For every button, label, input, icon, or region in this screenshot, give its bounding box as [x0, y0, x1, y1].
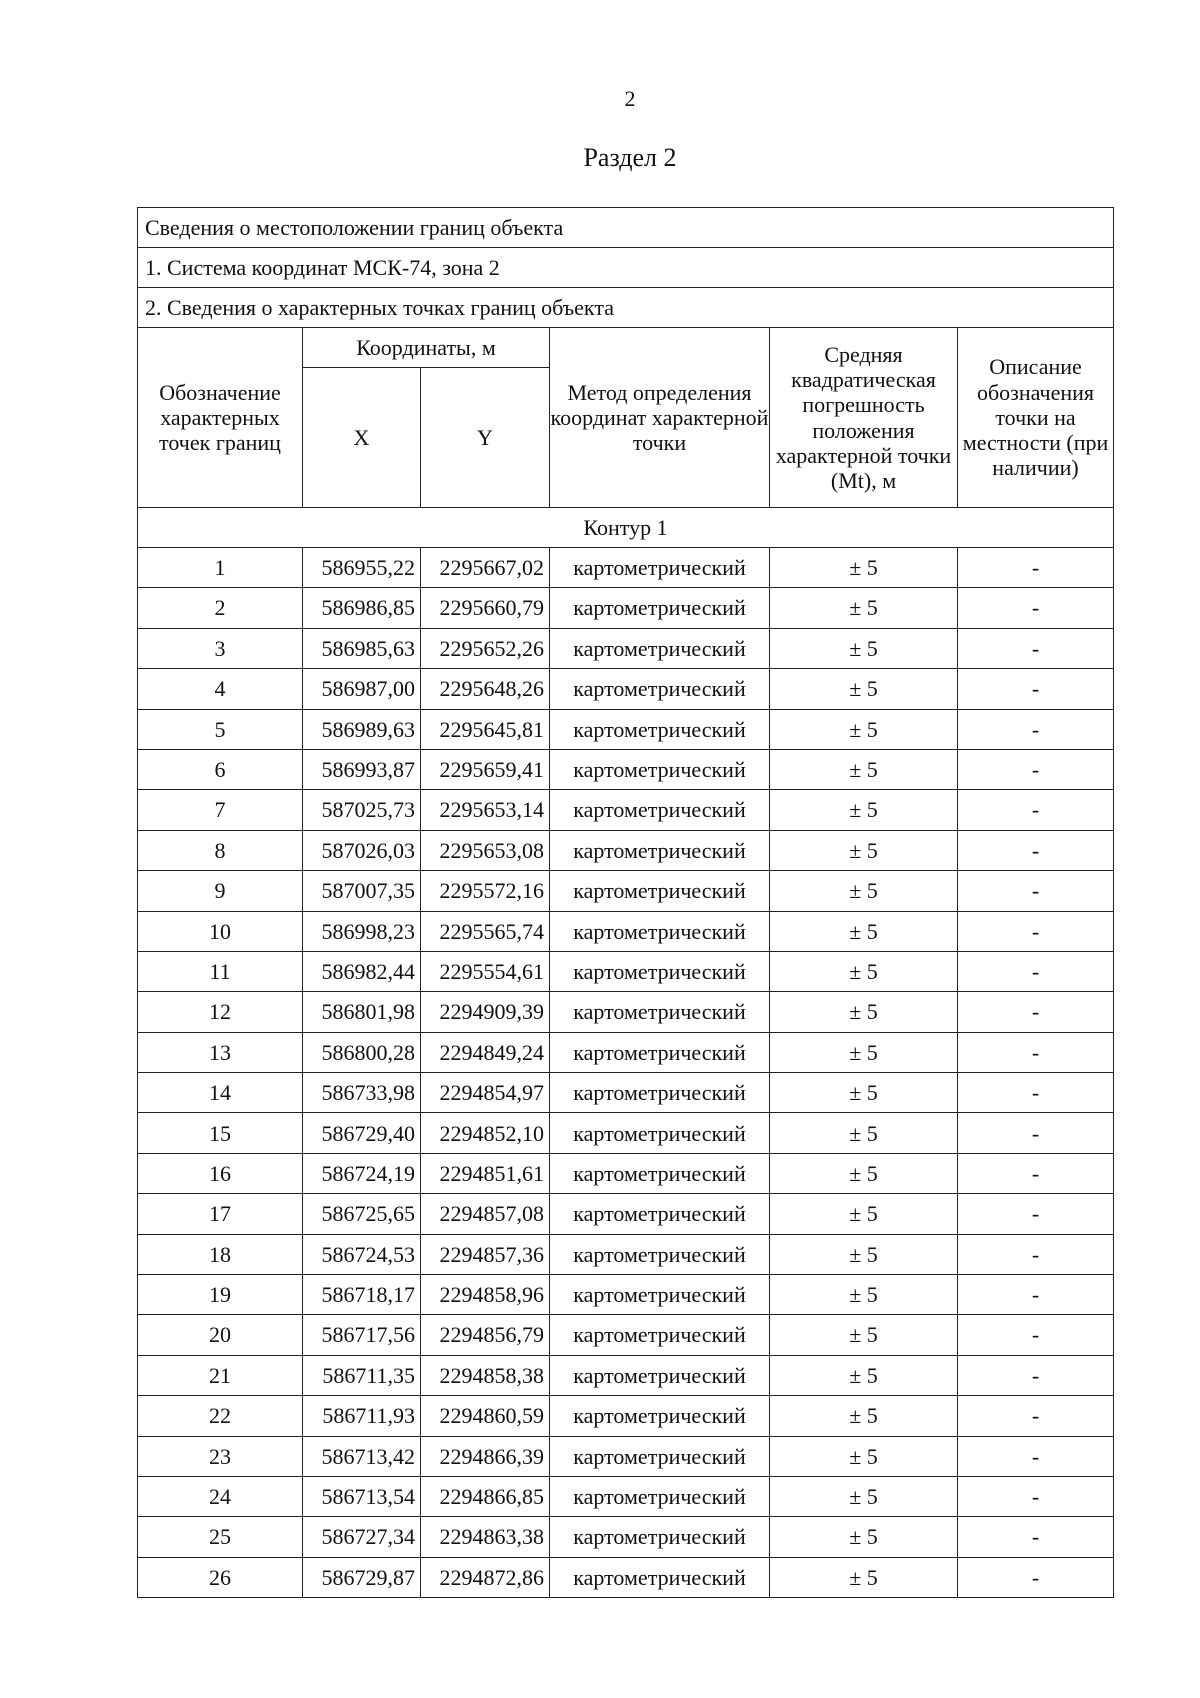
coord-system: 1. Система координат МСК-74, зона 2	[138, 248, 1114, 288]
y-coord-cell: 2295667,02	[421, 548, 550, 588]
x-coord-cell: 586717,56	[303, 1315, 421, 1355]
point-number-cell: 9	[138, 871, 303, 911]
point-number-cell: 15	[138, 1113, 303, 1153]
table-row	[138, 1436, 1114, 1476]
point-number-cell: 13	[138, 1032, 303, 1072]
y-coord-cell: 2294854,97	[421, 1073, 550, 1113]
method-cell: картометрический	[550, 749, 770, 789]
table-row	[138, 1275, 1114, 1315]
description-cell: -	[958, 1073, 1114, 1113]
method-cell: картометрический	[550, 1436, 770, 1476]
header-description: Описание обозначения точки на местности (при наличии)	[958, 328, 1114, 508]
point-number-cell: 12	[138, 992, 303, 1032]
description-cell: -	[958, 628, 1114, 668]
description-cell: -	[958, 911, 1114, 951]
method-cell: картометрический	[550, 1557, 770, 1597]
description-cell: -	[958, 830, 1114, 870]
table-caption-row	[138, 208, 1114, 248]
accuracy-cell: ± 5	[770, 1153, 958, 1193]
x-coord-cell: 586713,54	[303, 1476, 421, 1516]
method-cell: картометрический	[550, 830, 770, 870]
accuracy-cell: ± 5	[770, 628, 958, 668]
table-row	[138, 709, 1114, 749]
table-row	[138, 911, 1114, 951]
y-coord-cell: 2294872,86	[421, 1557, 550, 1597]
point-number-cell: 4	[138, 669, 303, 709]
accuracy-cell: ± 5	[770, 871, 958, 911]
method-cell: картометрический	[550, 992, 770, 1032]
table-row	[138, 1557, 1114, 1597]
method-cell: картометрический	[550, 871, 770, 911]
table-row	[138, 992, 1114, 1032]
accuracy-cell: ± 5	[770, 588, 958, 628]
x-coord-cell: 587007,35	[303, 871, 421, 911]
accuracy-cell: ± 5	[770, 1436, 958, 1476]
description-cell: -	[958, 548, 1114, 588]
y-coord-cell: 2295554,61	[421, 951, 550, 991]
page-number: 2	[624, 86, 636, 111]
header-x: X	[303, 368, 421, 508]
method-cell: картометрический	[550, 1194, 770, 1234]
x-coord-cell: 586713,42	[303, 1436, 421, 1476]
table-row	[138, 1153, 1114, 1193]
point-number-cell: 18	[138, 1234, 303, 1274]
point-number-cell: 6	[138, 749, 303, 789]
method-cell: картометрический	[550, 1355, 770, 1395]
description-cell: -	[958, 1315, 1114, 1355]
accuracy-cell: ± 5	[770, 1476, 958, 1516]
point-number-cell: 5	[138, 709, 303, 749]
x-coord-cell: 586724,53	[303, 1234, 421, 1274]
accuracy-cell: ± 5	[770, 1517, 958, 1557]
description-cell: -	[958, 1436, 1114, 1476]
contour-row	[138, 508, 1114, 548]
x-coord-cell: 587026,03	[303, 830, 421, 870]
method-cell: картометрический	[550, 1073, 770, 1113]
description-cell: -	[958, 1032, 1114, 1072]
method-cell: картометрический	[550, 1234, 770, 1274]
table-row	[138, 1113, 1114, 1153]
x-coord-cell: 586729,87	[303, 1557, 421, 1597]
method-cell: картометрический	[550, 628, 770, 668]
method-cell: картометрический	[550, 1315, 770, 1355]
x-coord-cell: 587025,73	[303, 790, 421, 830]
table-row	[138, 1355, 1114, 1395]
point-number-cell: 25	[138, 1517, 303, 1557]
x-coord-cell: 586729,40	[303, 1113, 421, 1153]
description-cell: -	[958, 1194, 1114, 1234]
table-row	[138, 1315, 1114, 1355]
table-row	[138, 1476, 1114, 1516]
table-row	[138, 749, 1114, 789]
method-cell: картометрический	[550, 1396, 770, 1436]
points-title-row	[138, 288, 1114, 328]
description-cell: -	[958, 1113, 1114, 1153]
description-cell: -	[958, 669, 1114, 709]
table-row	[138, 548, 1114, 588]
table-row	[138, 1517, 1114, 1557]
table-row	[138, 1194, 1114, 1234]
x-coord-cell: 586711,93	[303, 1396, 421, 1436]
description-cell: -	[958, 1476, 1114, 1516]
header-row-1	[138, 328, 1114, 368]
points-title: 2. Сведения о характерных точках границ объекта	[138, 288, 1114, 328]
method-cell: картометрический	[550, 1476, 770, 1516]
x-coord-cell: 586989,63	[303, 709, 421, 749]
y-coord-cell: 2294852,10	[421, 1113, 550, 1153]
y-coord-cell: 2294851,61	[421, 1153, 550, 1193]
x-coord-cell: 586711,35	[303, 1355, 421, 1395]
y-coord-cell: 2295653,08	[421, 830, 550, 870]
description-cell: -	[958, 1153, 1114, 1193]
x-coord-cell: 586985,63	[303, 628, 421, 668]
y-coord-cell: 2295645,81	[421, 709, 550, 749]
accuracy-cell: ± 5	[770, 1234, 958, 1274]
accuracy-cell: ± 5	[770, 911, 958, 951]
y-coord-cell: 2294857,36	[421, 1234, 550, 1274]
y-coord-cell: 2295660,79	[421, 588, 550, 628]
accuracy-cell: ± 5	[770, 830, 958, 870]
accuracy-cell: ± 5	[770, 1396, 958, 1436]
description-cell: -	[958, 1396, 1114, 1436]
header-coords: Координаты, м	[303, 328, 550, 368]
description-cell: -	[958, 749, 1114, 789]
y-coord-cell: 2295565,74	[421, 911, 550, 951]
point-number-cell: 7	[138, 790, 303, 830]
point-number-cell: 3	[138, 628, 303, 668]
description-cell: -	[958, 790, 1114, 830]
table-row	[138, 951, 1114, 991]
header-point-id: Обозначение характерных точек границ	[138, 328, 303, 508]
accuracy-cell: ± 5	[770, 669, 958, 709]
table-row	[138, 588, 1114, 628]
description-cell: -	[958, 588, 1114, 628]
accuracy-cell: ± 5	[770, 1557, 958, 1597]
y-coord-cell: 2295652,26	[421, 628, 550, 668]
point-number-cell: 11	[138, 951, 303, 991]
description-cell: -	[958, 1275, 1114, 1315]
x-coord-cell: 586718,17	[303, 1275, 421, 1315]
method-cell: картометрический	[550, 548, 770, 588]
point-number-cell: 17	[138, 1194, 303, 1234]
section-title: Раздел 2	[583, 143, 677, 172]
table-row	[138, 1073, 1114, 1113]
table-row	[138, 1234, 1114, 1274]
table-row	[138, 871, 1114, 911]
x-coord-cell: 586998,23	[303, 911, 421, 951]
y-coord-cell: 2294909,39	[421, 992, 550, 1032]
point-number-cell: 24	[138, 1476, 303, 1516]
y-coord-cell: 2294849,24	[421, 1032, 550, 1072]
point-number-cell: 19	[138, 1275, 303, 1315]
table-row	[138, 790, 1114, 830]
method-cell: картометрический	[550, 1275, 770, 1315]
accuracy-cell: ± 5	[770, 1032, 958, 1072]
description-cell: -	[958, 1234, 1114, 1274]
method-cell: картометрический	[550, 1153, 770, 1193]
x-coord-cell: 586727,34	[303, 1517, 421, 1557]
y-coord-cell: 2295648,26	[421, 669, 550, 709]
contour-label: Контур 1	[138, 508, 1114, 548]
method-cell: картометрический	[550, 1032, 770, 1072]
accuracy-cell: ± 5	[770, 1315, 958, 1355]
y-coord-cell: 2295653,14	[421, 790, 550, 830]
coord-system-row	[138, 248, 1114, 288]
y-coord-cell: 2294858,38	[421, 1355, 550, 1395]
point-number-cell: 1	[138, 548, 303, 588]
y-coord-cell: 2294863,38	[421, 1517, 550, 1557]
point-number-cell: 2	[138, 588, 303, 628]
accuracy-cell: ± 5	[770, 1113, 958, 1153]
point-number-cell: 22	[138, 1396, 303, 1436]
description-cell: -	[958, 951, 1114, 991]
method-cell: картометрический	[550, 951, 770, 991]
y-coord-cell: 2295572,16	[421, 871, 550, 911]
table-row	[138, 628, 1114, 668]
point-number-cell: 23	[138, 1436, 303, 1476]
method-cell: картометрический	[550, 588, 770, 628]
y-coord-cell: 2294860,59	[421, 1396, 550, 1436]
x-coord-cell: 586982,44	[303, 951, 421, 991]
y-coord-cell: 2294866,85	[421, 1476, 550, 1516]
point-number-cell: 21	[138, 1355, 303, 1395]
accuracy-cell: ± 5	[770, 1355, 958, 1395]
method-cell: картометрический	[550, 790, 770, 830]
method-cell: картометрический	[550, 1113, 770, 1153]
accuracy-cell: ± 5	[770, 992, 958, 1032]
method-cell: картометрический	[550, 1517, 770, 1557]
accuracy-cell: ± 5	[770, 1275, 958, 1315]
point-number-cell: 20	[138, 1315, 303, 1355]
point-number-cell: 14	[138, 1073, 303, 1113]
table-row	[138, 669, 1114, 709]
coordinates-table	[137, 207, 1114, 1598]
point-number-cell: 16	[138, 1153, 303, 1193]
method-cell: картометрический	[550, 669, 770, 709]
description-cell: -	[958, 1355, 1114, 1395]
x-coord-cell: 586993,87	[303, 749, 421, 789]
x-coord-cell: 586955,22	[303, 548, 421, 588]
y-coord-cell: 2294866,39	[421, 1436, 550, 1476]
y-coord-cell: 2295659,41	[421, 749, 550, 789]
header-method: Метод определения координат характерной точки	[550, 328, 770, 508]
y-coord-cell: 2294857,08	[421, 1194, 550, 1234]
description-cell: -	[958, 1517, 1114, 1557]
accuracy-cell: ± 5	[770, 709, 958, 749]
point-number-cell: 10	[138, 911, 303, 951]
accuracy-cell: ± 5	[770, 1194, 958, 1234]
accuracy-cell: ± 5	[770, 548, 958, 588]
point-number-cell: 26	[138, 1557, 303, 1597]
description-cell: -	[958, 871, 1114, 911]
description-cell: -	[958, 1557, 1114, 1597]
table-caption: Сведения о местоположении границ объекта	[138, 208, 1114, 248]
accuracy-cell: ± 5	[770, 790, 958, 830]
x-coord-cell: 586733,98	[303, 1073, 421, 1113]
table-row	[138, 1396, 1114, 1436]
accuracy-cell: ± 5	[770, 749, 958, 789]
accuracy-cell: ± 5	[770, 951, 958, 991]
table-row	[138, 830, 1114, 870]
header-accuracy: Средняя квадратическая погрешность положения характерной точки (Mt), м	[770, 328, 958, 508]
x-coord-cell: 586800,28	[303, 1032, 421, 1072]
table-row	[138, 1032, 1114, 1072]
description-cell: -	[958, 992, 1114, 1032]
x-coord-cell: 586987,00	[303, 669, 421, 709]
x-coord-cell: 586725,65	[303, 1194, 421, 1234]
point-number-cell: 8	[138, 830, 303, 870]
x-coord-cell: 586724,19	[303, 1153, 421, 1193]
header-y: Y	[421, 368, 550, 508]
accuracy-cell: ± 5	[770, 1073, 958, 1113]
description-cell: -	[958, 709, 1114, 749]
method-cell: картометрический	[550, 911, 770, 951]
method-cell: картометрический	[550, 709, 770, 749]
y-coord-cell: 2294858,96	[421, 1275, 550, 1315]
x-coord-cell: 586801,98	[303, 992, 421, 1032]
x-coord-cell: 586986,85	[303, 588, 421, 628]
y-coord-cell: 2294856,79	[421, 1315, 550, 1355]
